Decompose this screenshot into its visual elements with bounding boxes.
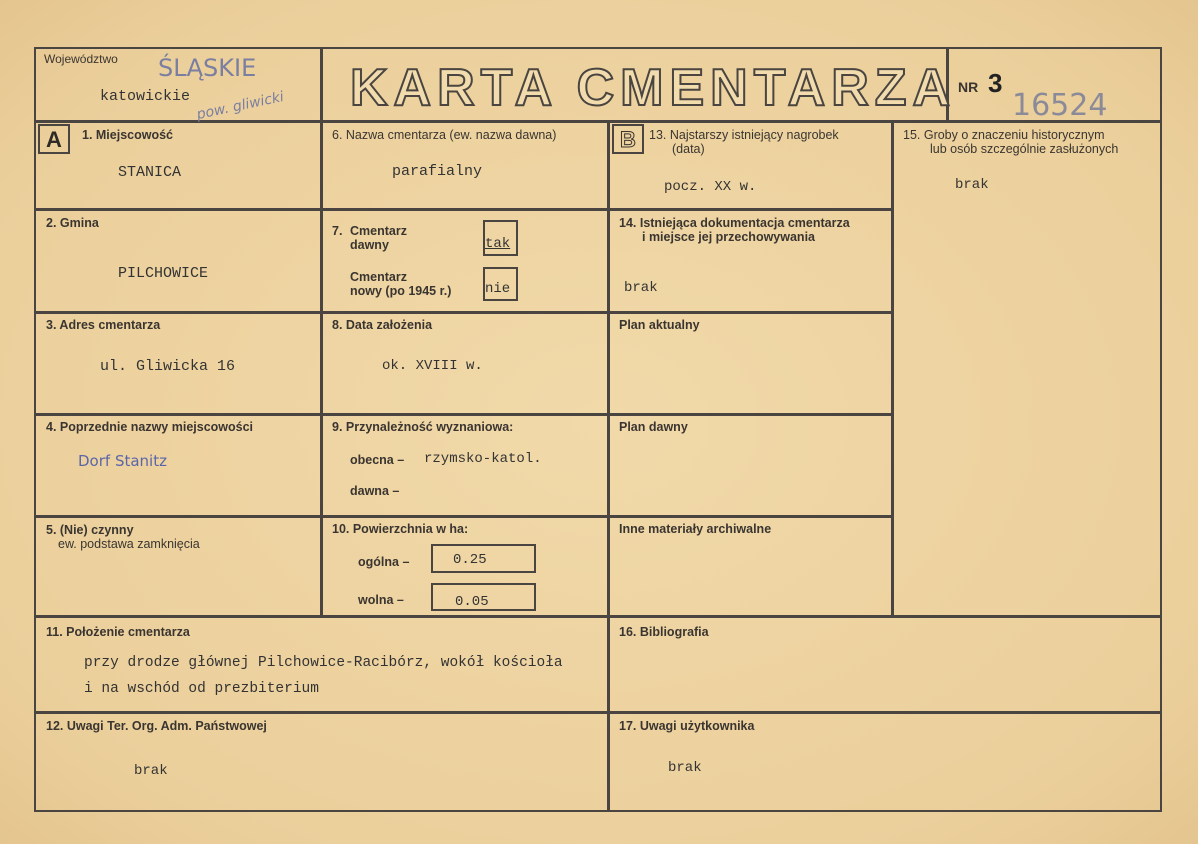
- field-14-value: brak: [624, 280, 658, 296]
- field-1-label: 1. Miejscowość: [82, 128, 174, 142]
- field-17-value: brak: [668, 760, 702, 776]
- nr-label: NR: [958, 79, 979, 95]
- field-15-sublabel: lub osób szczególnie zasłużonych: [930, 142, 1119, 156]
- field-6-label: 6. Nazwa cmentarza (ew. nazwa dawna): [332, 128, 557, 142]
- field-15-value: brak: [955, 177, 989, 193]
- old-cemetery-label: Cmentarz: [350, 224, 407, 238]
- field-13-value: pocz. XX w.: [664, 179, 757, 195]
- area-total-box: [431, 544, 536, 573]
- voivodeship-label: Województwo: [44, 52, 118, 66]
- field-2-value: PILCHOWICE: [118, 265, 209, 282]
- page-title: KARTA CMENTARZA: [350, 59, 957, 117]
- old-cemetery-value: tak: [485, 236, 511, 252]
- archive-number: 16524: [1012, 88, 1108, 123]
- section-a-marker: A: [38, 124, 70, 154]
- current-denomination-value: rzymsko-katol.: [424, 451, 542, 467]
- plan-current-label: Plan aktualny: [619, 318, 700, 332]
- area-total-label: ogólna –: [358, 555, 410, 569]
- field-14-label: 14. Istniejąca dokumentacja cmentarza: [619, 216, 850, 230]
- field-3-value: ul. Gliwicka 16: [100, 358, 236, 375]
- field-12-label: 12. Uwagi Ter. Org. Adm. Państwowej: [46, 719, 267, 733]
- new-cemetery-label: Cmentarz: [350, 270, 407, 284]
- old-cemetery-sublabel: dawny: [350, 238, 389, 252]
- field-3-label: 3. Adres cmentarza: [46, 318, 161, 332]
- field-12-value: brak: [134, 763, 168, 779]
- voivodeship-value: katowickie: [100, 88, 191, 105]
- field-8-label: 8. Data założenia: [332, 318, 433, 332]
- new-cemetery-box: [483, 267, 518, 301]
- county-handwritten: pow. gliwicki: [195, 88, 286, 124]
- current-denomination-label: obecna –: [350, 453, 405, 467]
- voivodeship-handwritten: ŚLĄSKIE: [158, 54, 257, 82]
- field-4-value: Dorf Stanitz: [78, 452, 167, 470]
- field-11-label: 11. Położenie cmentarza: [46, 625, 190, 639]
- area-free-box: [431, 583, 536, 611]
- area-free-value: 0.05: [455, 594, 489, 610]
- old-cemetery-box: [483, 220, 518, 256]
- field-13-sublabel: (data): [672, 142, 705, 156]
- field-15-label: 15. Groby o znaczeniu historycznym: [903, 128, 1105, 142]
- area-total-value: 0.25: [453, 552, 487, 568]
- field-16-label: 16. Bibliografia: [619, 625, 709, 639]
- field-5-sublabel: ew. podstawa zamknięcia: [58, 537, 200, 551]
- plan-old-label: Plan dawny: [619, 420, 688, 434]
- field-11-line-2: i na wschód od prezbiterium: [84, 681, 319, 697]
- field-4-label: 4. Poprzednie nazwy miejscowości: [46, 420, 254, 434]
- field-8-value: ok. XVIII w.: [382, 358, 483, 374]
- area-free-label: wolna –: [358, 593, 404, 607]
- field-5-label: 5. (Nie) czynny: [46, 523, 134, 537]
- field-10-label: 10. Powierzchnia w ha:: [332, 522, 469, 536]
- field-13-label: 13. Najstarszy istniejący nagrobek: [649, 128, 839, 142]
- field-15: [892, 121, 1162, 617]
- new-cemetery-value: nie: [485, 281, 511, 297]
- field-17-label: 17. Uwagi użytkownika: [619, 719, 755, 733]
- field-9-label: 9. Przynależność wyznaniowa:: [332, 420, 514, 434]
- field-7-label: 7.: [332, 224, 343, 238]
- field-14-sublabel: i miejsce jej przechowywania: [642, 230, 815, 244]
- field-1-value: STANICA: [118, 164, 182, 181]
- field-6-value: parafialny: [392, 163, 483, 180]
- other-materials-label: Inne materiały archiwalne: [619, 522, 772, 536]
- field-2-label: 2. Gmina: [46, 216, 99, 230]
- new-cemetery-sublabel: nowy (po 1945 r.): [350, 284, 452, 298]
- nr-value: 3: [988, 68, 1003, 98]
- field-11-line-1: przy drodze głównej Pilchowice-Racibórz, wokół kościoła: [84, 655, 563, 671]
- section-b-marker: B: [612, 124, 644, 154]
- former-denomination-label: dawna –: [350, 484, 400, 498]
